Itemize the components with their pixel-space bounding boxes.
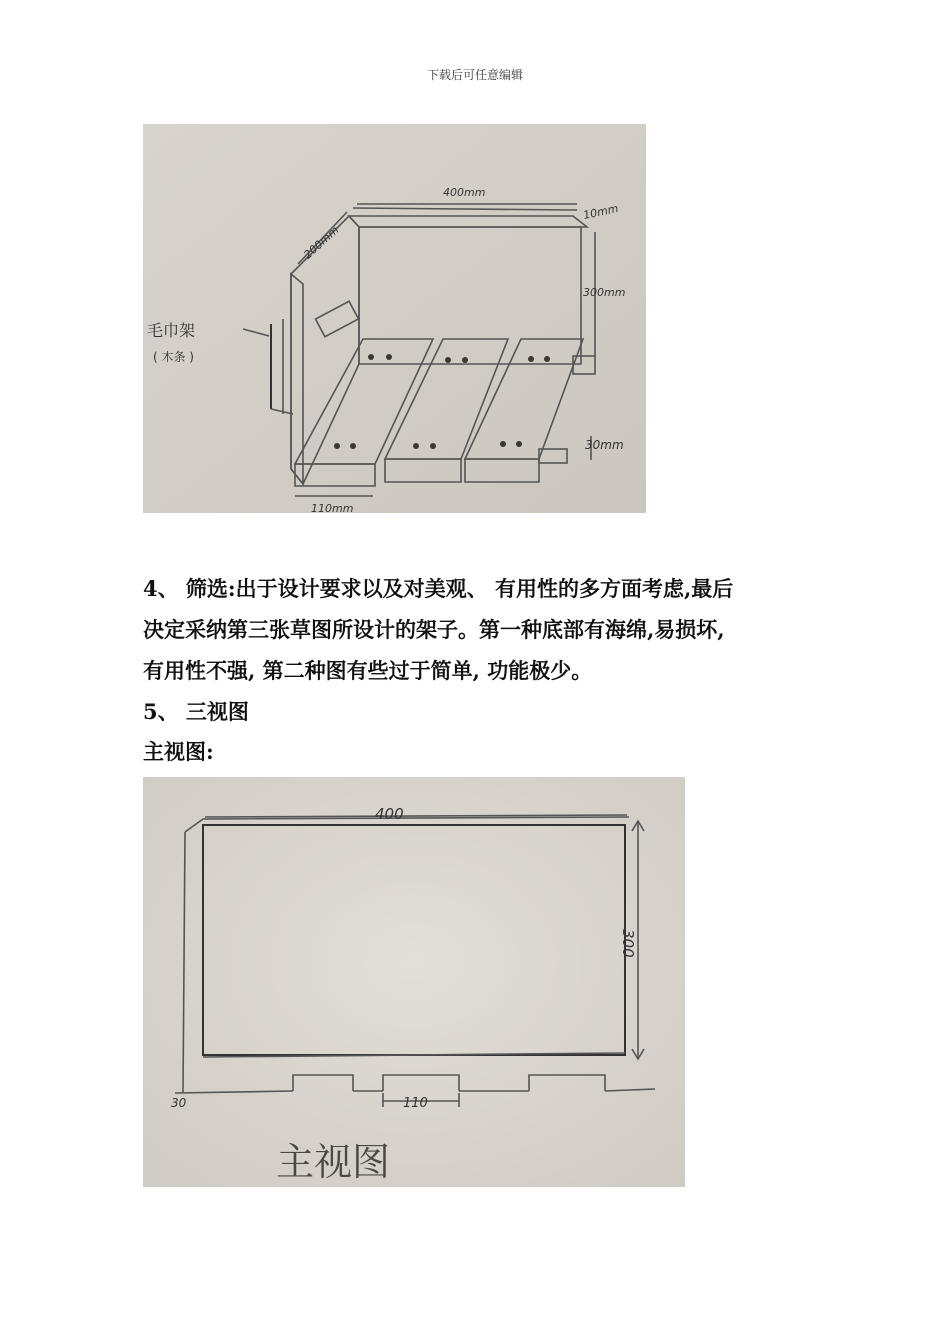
front-dim-left-label: 30: [171, 1096, 187, 1110]
paragraph-selection-line1: 4、 筛选:出于设计要求以及对美观、 有用性的多方面考虑,最后: [143, 576, 734, 601]
material-label: ( 木条 ): [153, 350, 194, 364]
front-view-sketch: [143, 777, 685, 1187]
dim-thickness-label: 10mm: [582, 201, 620, 222]
dim-depth-label: 200mm: [301, 223, 342, 262]
front-dim-foot-label: 110: [403, 1096, 428, 1111]
dim-width-label: 400mm: [443, 186, 486, 199]
dim-plank-height-label: 30mm: [585, 438, 624, 452]
front-view-sketch-photo: [143, 777, 685, 1187]
paragraph-selection-line2: 决定采纳第三张草图所设计的架子。第一种底部有海绵,易损坏,: [143, 617, 725, 642]
paragraph-selection-line3: 有用性不强, 第二种图有些过于简单, 功能极少。: [143, 658, 593, 683]
section-three-views-heading: 5、 三视图: [143, 699, 249, 724]
front-dim-height-label: 300: [619, 929, 637, 958]
towel-rack-label: 毛巾架: [147, 321, 196, 340]
shelf-3d-sketch-photo: [143, 124, 646, 513]
dim-height-label: 300mm: [583, 286, 626, 299]
front-dim-width-label: 400: [375, 805, 404, 823]
front-view-caption: 主视图: [276, 1140, 391, 1184]
dim-plank-width-label: 110mm: [311, 502, 354, 513]
front-view-heading: 主视图:: [143, 739, 214, 764]
shelf-3d-sketch: [143, 124, 646, 513]
page-header: 下载后可任意编辑: [426, 68, 523, 82]
